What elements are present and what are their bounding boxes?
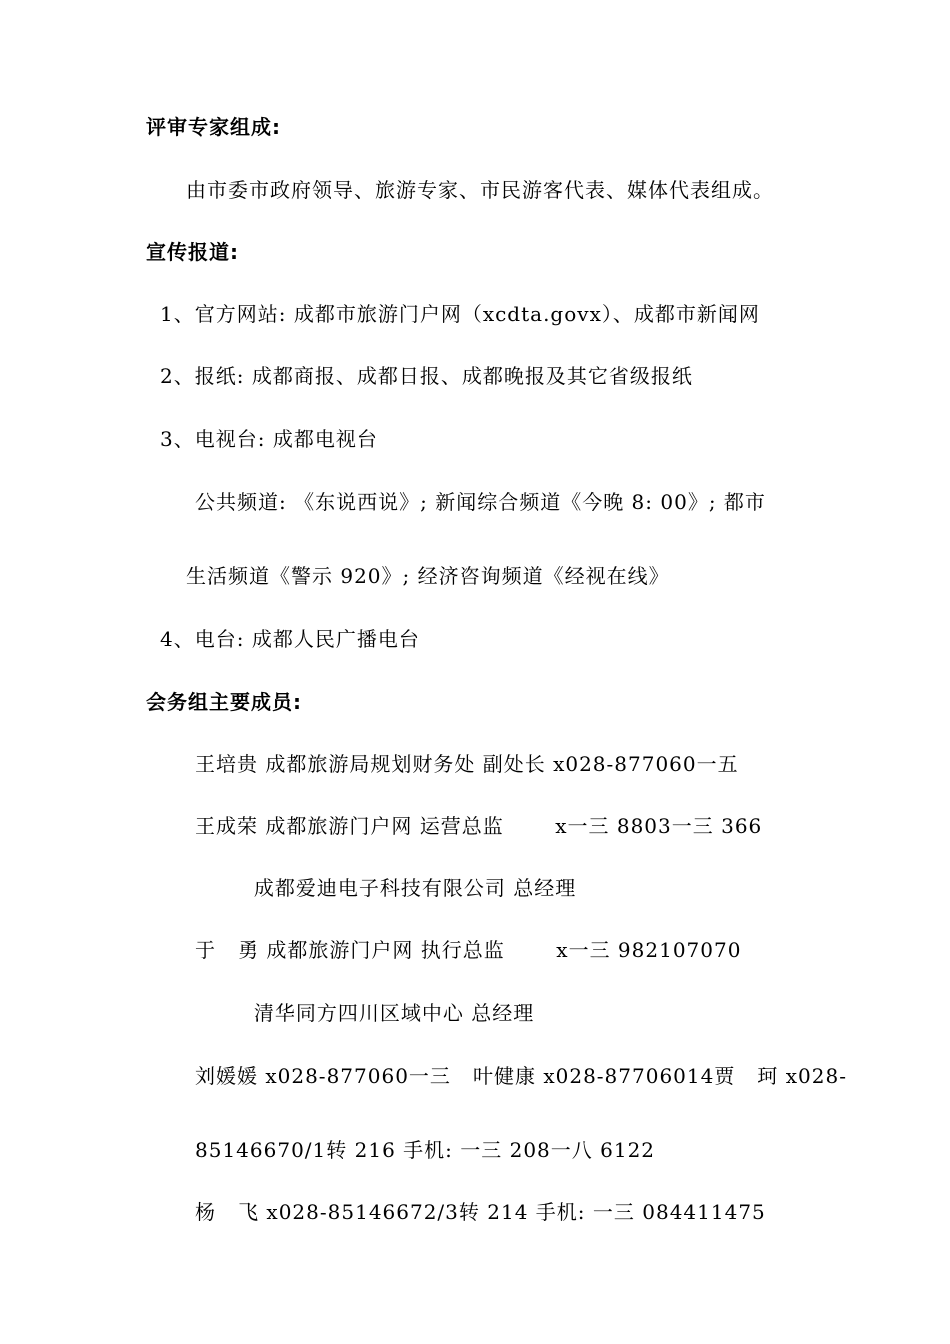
publicity-item-website: 1、官方网站: 成都市旅游门户网（xcdta.govx）、成都市新闻网 xyxy=(160,302,760,326)
staff-line: 王培贵 成都旅游局规划财务处 副处长 x028-877060一五 xyxy=(195,752,739,776)
staff-line: 杨 飞 x028-85146672/3转 214 手机: 一三 084411475 xyxy=(195,1200,766,1224)
publicity-item-newspaper: 2、报纸: 成都商报、成都日报、成都晚报及其它省级报纸 xyxy=(160,364,693,388)
staff-heading: 会务组主要成员: xyxy=(146,690,302,714)
publicity-heading: 宣传报道: xyxy=(146,240,239,264)
publicity-item-tv: 3、电视台: 成都电视台 xyxy=(160,427,378,451)
experts-heading: 评审专家组成: xyxy=(146,115,281,139)
staff-line: 王成荣 成都旅游门户网 运营总监 x一三 8803一三 366 xyxy=(195,814,763,838)
staff-line: 清华同方四川区域中心 总经理 xyxy=(195,1001,535,1025)
tv-channels-line-2: 生活频道《警示 920》; 经济咨询频道《经视在线》 xyxy=(186,564,670,588)
staff-line: 刘媛媛 x028-877060一三 叶健康 x028-87706014贾 珂 x028- xyxy=(195,1064,847,1088)
staff-line: 成都爱迪电子科技有限公司 总经理 xyxy=(195,876,577,900)
staff-line: 于 勇 成都旅游门户网 执行总监 x一三 982107070 xyxy=(195,938,742,962)
experts-body: 由市委市政府领导、旅游专家、市民游客代表、媒体代表组成。 xyxy=(186,178,774,202)
staff-line: 85146670/1转 216 手机: 一三 208一八 6122 xyxy=(195,1138,656,1162)
tv-channels-line-1: 公共频道: 《东说西说》; 新闻综合频道《今晚 8: 00》; 都市 xyxy=(195,490,766,514)
publicity-item-radio: 4、电台: 成都人民广播电台 xyxy=(160,627,420,651)
